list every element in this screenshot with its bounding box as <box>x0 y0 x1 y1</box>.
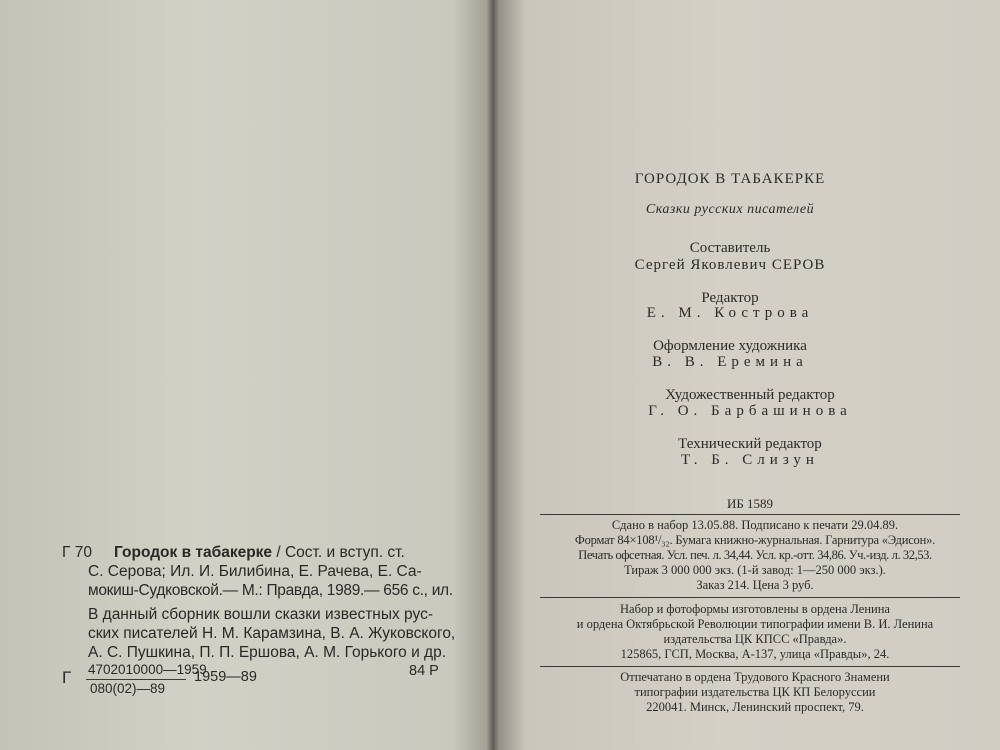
credit-role-tech-editor: Технический редактор <box>678 436 822 452</box>
annotation-line2: ских писателей Н. М. Карамзина, В. А. Жуковского, <box>88 625 456 642</box>
book-gutter <box>486 0 500 750</box>
credit-role-design: Оформление художника <box>653 338 807 354</box>
catalog-title-rest: / Сост. и вступ. ст. <box>276 544 405 561</box>
imprint-line: 220041. Минск, Ленинский проспект, 79. <box>646 700 864 714</box>
imprint-line: издательства ЦК КПСС «Правда». <box>663 632 847 646</box>
imprint-line: Заказ 214. Цена 3 руб. <box>696 578 814 592</box>
catalog-index: Г 70 <box>62 544 92 561</box>
credit-role-compiler: Составитель <box>689 240 771 256</box>
imprint-line: типографии издательства ЦК КП Белоруссии <box>634 685 876 699</box>
annotation-line3: А. С. Пушкина, П. П. Ершова, А. М. Горького и др. <box>88 644 447 661</box>
annotation-line1: В данный сборник вошли сказки известных рус- <box>88 606 433 623</box>
imprint-line: Формат 84×108¹/₃₂. Бумага книжно-журнальная. Гарнитура «Эдисон». <box>574 533 936 547</box>
imprint-rule-3 <box>540 666 960 667</box>
credit-name-art-editor: Г. О. Барбашинова <box>648 403 852 419</box>
formula-letter: Г <box>62 668 72 687</box>
catalog-title: Городок в табакерке <box>114 544 273 561</box>
imprint-line: Отпечатано в ордена Трудового Красного Знамени <box>620 670 890 684</box>
imprint-line: Печать офсетная. Усл. печ. л. 34,44. Усл. кр.-отт. 34,86. Уч.-изд. л. 32,53. <box>578 548 932 562</box>
imprint-line: 125865, ГСП, Москва, А-137, улица «Правды», 24. <box>620 647 890 661</box>
credit-role-editor: Редактор <box>701 290 759 306</box>
catalog-entry-line1 <box>114 544 405 562</box>
imprint-line: Сдано в набор 13.05.88. Подписано к печати 29.04.89. <box>611 518 899 532</box>
imprint-rule-2 <box>540 597 960 598</box>
ib-number: ИБ 1589 <box>726 496 774 511</box>
formula-denominator: 080(02)—89 <box>90 681 166 696</box>
book-title: ГОРОДОК В ТАБАКЕРКЕ <box>634 171 826 187</box>
credit-name-editor: Е. М. Кострова <box>646 305 814 321</box>
imprint-line: и ордена Октябрьской Революции типографии имени В. И. Ленина <box>576 617 934 631</box>
credit-role-art-editor: Художественный редактор <box>665 387 835 403</box>
formula-fraction-line <box>86 679 186 680</box>
imprint-line: Тираж 3 000 000 экз. (1-й завод: 1—250 000 экз.). <box>624 563 886 577</box>
imprint-rule-1 <box>540 514 960 515</box>
imprint-line: Набор и фотоформы изготовлены в ордена Ленина <box>620 602 890 616</box>
catalog-entry-line3: мокиш-Судковской.— М.: Правда, 1989.— 656 с., ил. <box>88 582 453 599</box>
book-subtitle: Сказки русских писателей <box>645 202 815 217</box>
catalog-entry-line2: С. Серова; Ил. И. Билибина, Е. Рачева, Е. Са- <box>88 563 422 580</box>
formula-numerator: 4702010000—1959 <box>88 662 207 677</box>
formula-number: 1959—89 <box>194 669 257 685</box>
credit-name-tech-editor: Т. Б. Слизун <box>681 452 819 468</box>
credit-name-compiler: Сергей Яковлевич СЕРОВ <box>634 257 826 273</box>
credit-name-design: В. В. Еремина <box>652 354 808 370</box>
bbk-code: 84 Р <box>409 663 439 679</box>
